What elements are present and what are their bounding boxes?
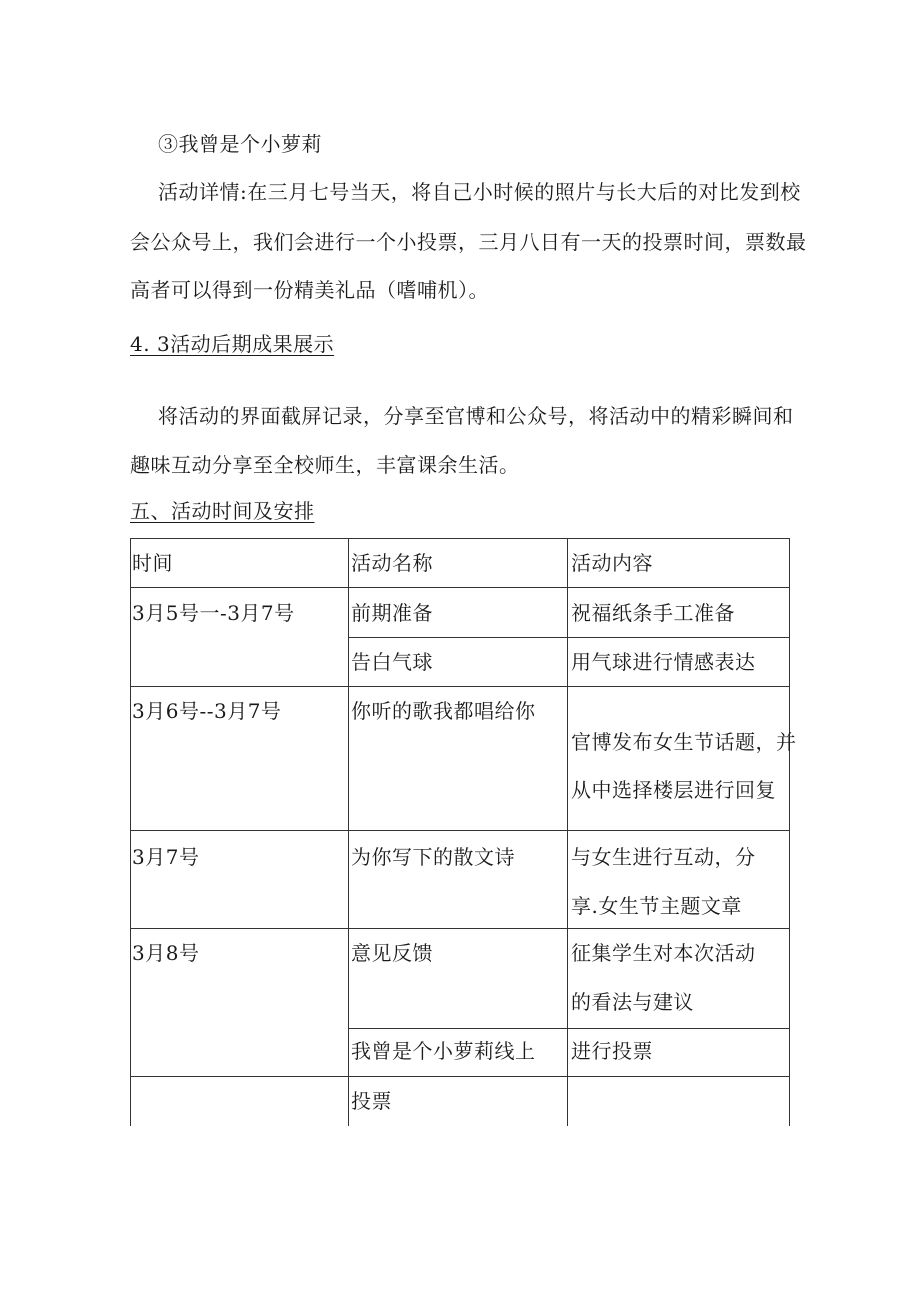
table-cell-content: 的看法与建议: [571, 990, 694, 1014]
table-border-h7: [130, 1076, 790, 1077]
table-cell-name: 我曾是个小萝莉线上: [351, 1039, 536, 1063]
item3-detail-line-1: 活动详情:在三月七号当天，将自己小时候的照片与长大后的对比发到校: [158, 180, 801, 204]
table-cell-content: 享.女生节主题文章: [571, 894, 742, 918]
item3-detail-line-2: 会公众号上，我们会进行一个小投票，三月八日有一天的投票时间，票数最: [130, 230, 807, 254]
item3-detail-line-3: 高者可以得到一份精美礼品（嗜哺机）。: [130, 278, 489, 302]
table-cell-time: 3月6号--3月7号: [132, 699, 282, 723]
section-5-heading: 五、活动时间及安排: [130, 499, 315, 523]
table-border-h5: [130, 928, 790, 929]
item3-title: ③我曾是个小萝莉: [158, 132, 322, 156]
table-cell-content: 官博发布女生节话题，并: [571, 730, 797, 754]
table-cell-time: 3月8号: [132, 941, 200, 965]
table-border-top: [130, 538, 790, 539]
table-border-right: [789, 538, 790, 1126]
section-4-3-line-2: 趣味互动分享至全校师生，丰富课余生活。: [130, 453, 520, 477]
table-header-time: 时间: [132, 551, 173, 575]
table-cell-content: 从中选择楼层进行回复: [571, 778, 776, 802]
table-cell-content: 用气球进行情感表达: [571, 650, 756, 674]
table-cell-content: 与女生进行互动，分: [571, 845, 756, 869]
table-border-h4: [130, 830, 790, 831]
table-cell-time: 3月7号: [132, 845, 200, 869]
table-header-name: 活动名称: [351, 551, 433, 575]
table-border-h6: [348, 1028, 790, 1029]
table-border-v1: [348, 538, 349, 1126]
table-header-content: 活动内容: [571, 551, 653, 575]
table-cell-name: 为你写下的散文诗: [351, 845, 515, 869]
table-border-v2: [567, 538, 568, 1126]
table-border-h1: [130, 587, 790, 588]
table-cell-name: 前期准备: [351, 601, 433, 625]
table-cell-content: 征集学生对本次活动: [571, 941, 756, 965]
table-cell-name: 意见反馈: [351, 941, 433, 965]
table-cell-time: 3月5号一-3月7号: [132, 601, 295, 625]
table-border-h2: [348, 637, 790, 638]
table-cell-content: 进行投票: [571, 1039, 653, 1063]
table-border-left: [130, 538, 131, 1126]
table-cell-name: 告白气球: [351, 650, 433, 674]
table-cell-name: 你听的歌我都唱给你: [351, 699, 536, 723]
table-border-h3: [130, 686, 790, 687]
table-cell-name: 投票: [351, 1089, 392, 1113]
table-cell-content: 祝福纸条手工准备: [571, 601, 735, 625]
section-4-3-line-1: 将活动的界面截屏记录，分享至官博和公众号，将活动中的精彩瞬间和: [158, 404, 794, 428]
section-4-3-heading: 4. 3活动后期成果展示: [130, 332, 335, 356]
